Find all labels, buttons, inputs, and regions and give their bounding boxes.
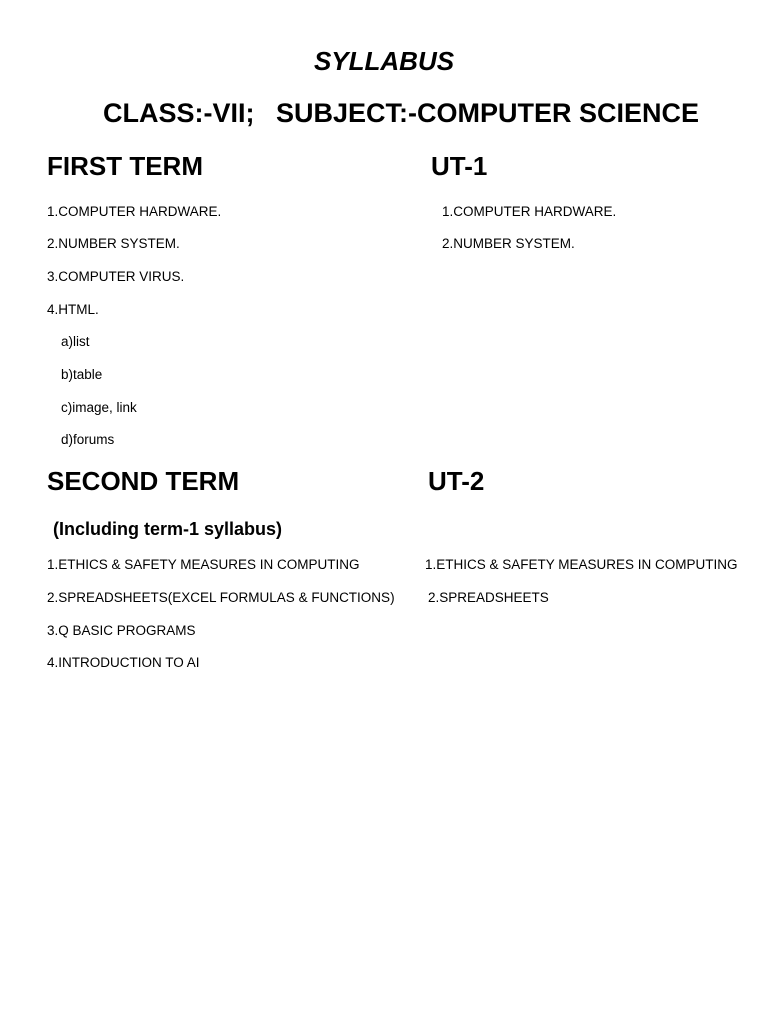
first-term-subitem: d)forums xyxy=(61,432,115,447)
second-term-item: 2.SPREADSHEETS(EXCEL FORMULAS & FUNCTIONS) xyxy=(47,590,395,605)
ut2-item: 1.ETHICS & SAFETY MEASURES IN COMPUTING xyxy=(425,557,738,572)
first-term-item: 3.COMPUTER VIRUS. xyxy=(47,269,185,284)
ut2-heading: UT-2 xyxy=(428,466,485,496)
second-term-item: 1.ETHICS & SAFETY MEASURES IN COMPUTING xyxy=(47,557,360,572)
first-term-item: 1.COMPUTER HARDWARE. xyxy=(47,204,222,219)
ut1-heading: UT-1 xyxy=(431,151,488,181)
subject-label: SUBJECT:-COMPUTER SCIENCE xyxy=(276,98,700,128)
second-term-note: (Including term-1 syllabus) xyxy=(53,519,283,539)
class-label: CLASS:-VII; xyxy=(103,98,255,128)
ut1-item: 1.COMPUTER HARDWARE. xyxy=(442,204,617,219)
first-term-item: 4.HTML. xyxy=(47,302,99,317)
second-term-item: 4.INTRODUCTION TO AI xyxy=(47,655,200,670)
second-term-heading: SECOND TERM xyxy=(47,466,240,496)
first-term-subitem: a)list xyxy=(61,334,90,349)
first-term-subitem: b)table xyxy=(61,367,103,382)
ut1-item: 2.NUMBER SYSTEM. xyxy=(442,236,575,251)
page-title: SYLLABUS xyxy=(313,46,455,76)
first-term-subitem: c)image, link xyxy=(61,400,137,415)
first-term-heading: FIRST TERM xyxy=(47,151,203,181)
first-term-item: 2.NUMBER SYSTEM. xyxy=(47,236,180,251)
ut2-item: 2.SPREADSHEETS xyxy=(428,590,549,605)
second-term-item: 3.Q BASIC PROGRAMS xyxy=(47,623,196,638)
